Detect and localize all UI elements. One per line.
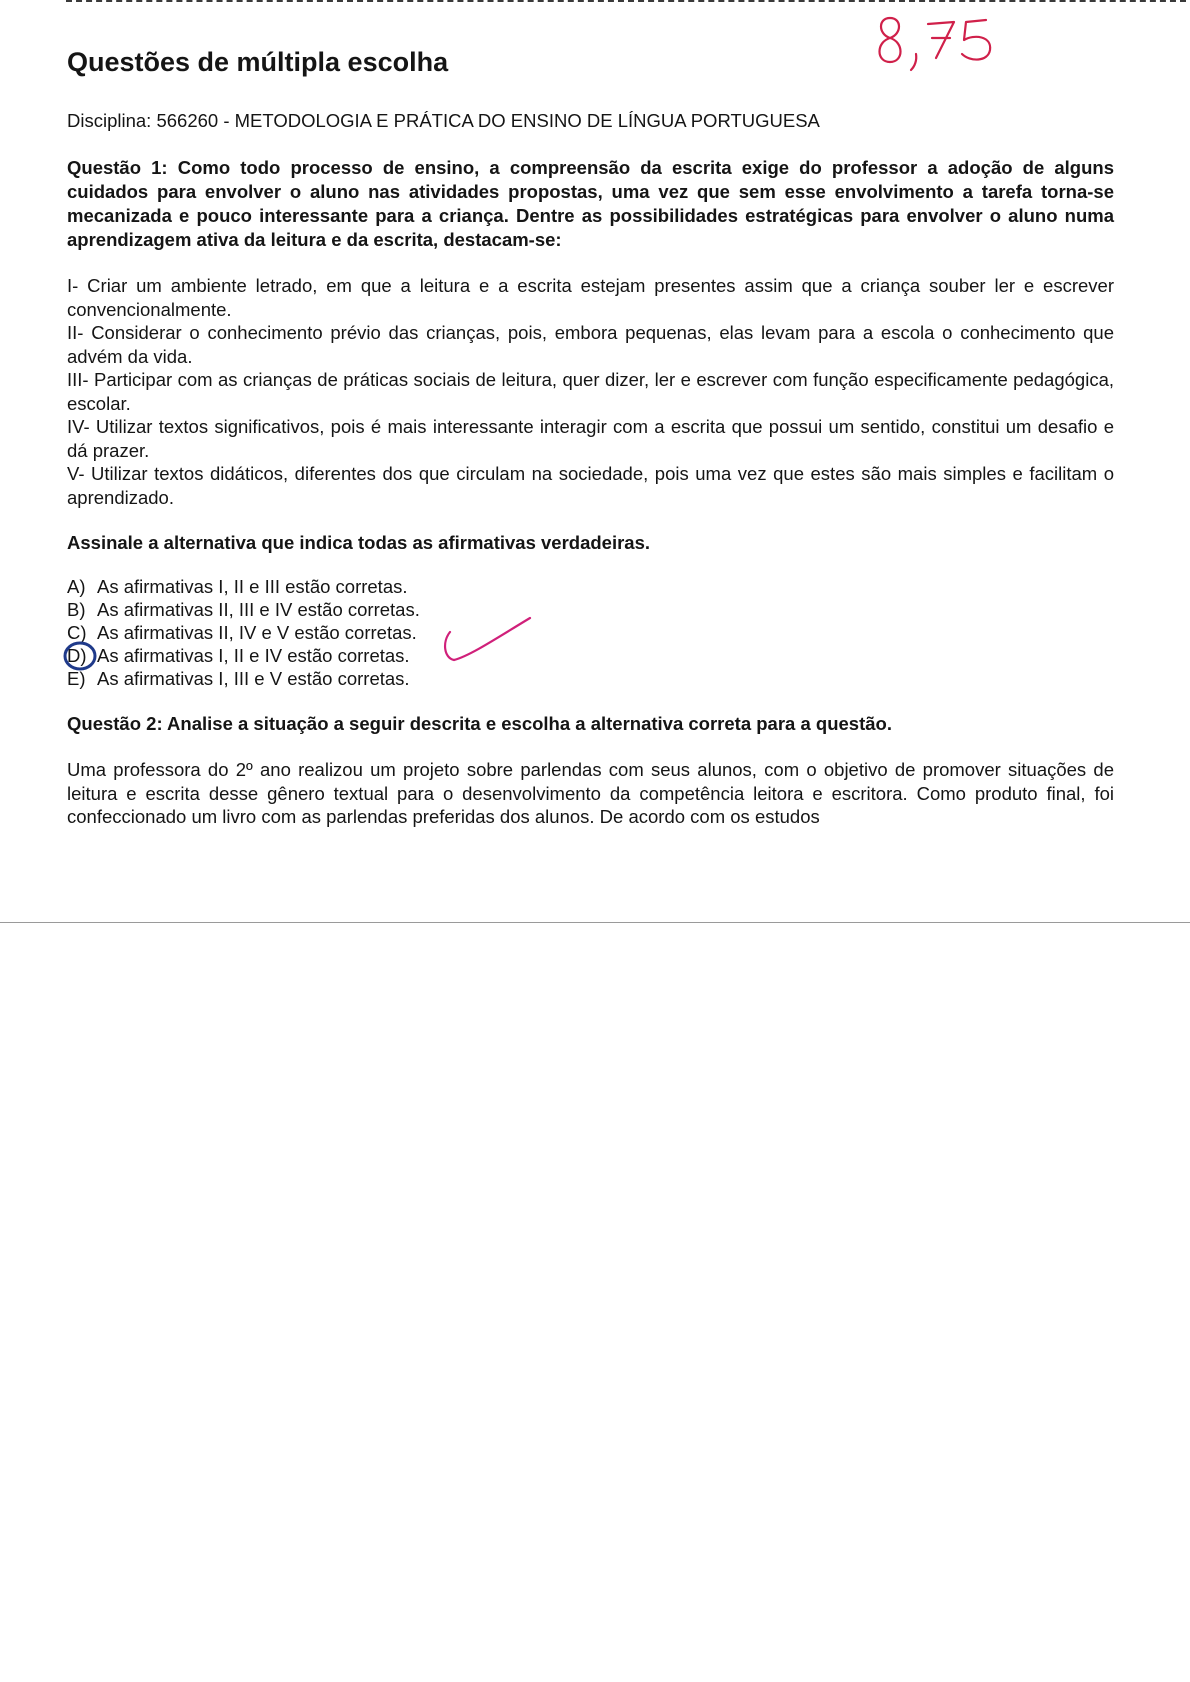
exam-page xyxy=(67,36,1114,829)
option-d-letter: D) xyxy=(67,645,87,666)
selected-answer-circle xyxy=(60,638,104,674)
option-e[interactable] xyxy=(67,667,1114,690)
page-bottom-rule xyxy=(0,922,1190,923)
statement-ii: II- Considerar o conhecimento prévio das crianças, pois, embora pequenas, elas levam para a escola o conhecimento que advém da vida. xyxy=(67,322,1114,367)
option-b-text: As afirmativas II, III e IV estão corretas. xyxy=(97,599,420,620)
option-c-text: As afirmativas II, IV e V estão corretas. xyxy=(97,622,417,643)
question-1-heading: Questão 1: Como todo processo de ensino, a compreensão da escrita exige do professor a adoção de alguns cuidados para envolver o aluno nas atividades propostas, uma vez que sem esse envolvimento a tarefa torna-se mecanizada e pouco interessante para a criança. Dentre as possibilidades estratégicas para envolver o aluno numa aprendizagem ativa da leitura e da escrita, destacam-se: xyxy=(67,157,1114,250)
option-a-letter: A) xyxy=(67,576,86,597)
question-1-instruction: Assinale a alternativa que indica todas as afirmativas verdadeiras. xyxy=(67,532,651,553)
question-1-options xyxy=(67,575,1114,690)
option-e-letter: E) xyxy=(67,668,86,689)
check-mark-icon xyxy=(440,612,540,672)
handwritten-grade-mark xyxy=(870,8,1010,78)
question-2-paragraph: Uma professora do 2º ano realizou um projeto sobre parlendas com seus alunos, com o objetivo de promover situações de leitura e escrita desse gênero textual para o desenvolvimento da competência leitora e escritora. Como produto final, foi confeccionado um livro com as parlendas preferidas dos alunos. De acordo com os estudos xyxy=(67,759,1114,827)
option-d[interactable] xyxy=(67,644,1114,667)
option-c[interactable] xyxy=(67,621,1114,644)
option-d-text: As afirmativas I, II e IV estão corretas. xyxy=(97,645,410,666)
statement-iii: III- Participar com as crianças de práticas sociais de leitura, quer dizer, ler e escrever com função especificamente pedagógica, escolar. xyxy=(67,369,1114,414)
statement-iv: IV- Utilizar textos significativos, pois é mais interessante interagir com a escrita que possui um sentido, constitui um desafio e dá prazer. xyxy=(67,416,1114,461)
question-1-statements xyxy=(67,274,1114,509)
discipline-line: Disciplina: 566260 - METODOLOGIA E PRÁTICA DO ENSINO DE LÍNGUA PORTUGUESA xyxy=(67,110,820,131)
option-e-text: As afirmativas I, III e V estão corretas. xyxy=(97,668,410,689)
option-a-text: As afirmativas I, II e III estão corretas. xyxy=(97,576,408,597)
top-dashed-rule xyxy=(66,0,1186,2)
option-b[interactable] xyxy=(67,598,1114,621)
question-2-heading: Questão 2: Analise a situação a seguir descrita e escolha a alternativa correta para a questão. xyxy=(67,713,892,734)
statement-i: I- Criar um ambiente letrado, em que a leitura e a escrita estejam presentes assim que a criança souber ler e escrever convencionalmente. xyxy=(67,275,1114,320)
page-title: Questões de múltipla escolha xyxy=(67,47,449,77)
statement-v: V- Utilizar textos didáticos, diferentes dos que circulam na sociedade, pois uma vez que estes são mais simples e facilitam o aprendizado. xyxy=(67,463,1114,508)
option-c-letter: C) xyxy=(67,622,87,643)
option-b-letter: B) xyxy=(67,599,86,620)
option-a[interactable] xyxy=(67,575,1114,598)
